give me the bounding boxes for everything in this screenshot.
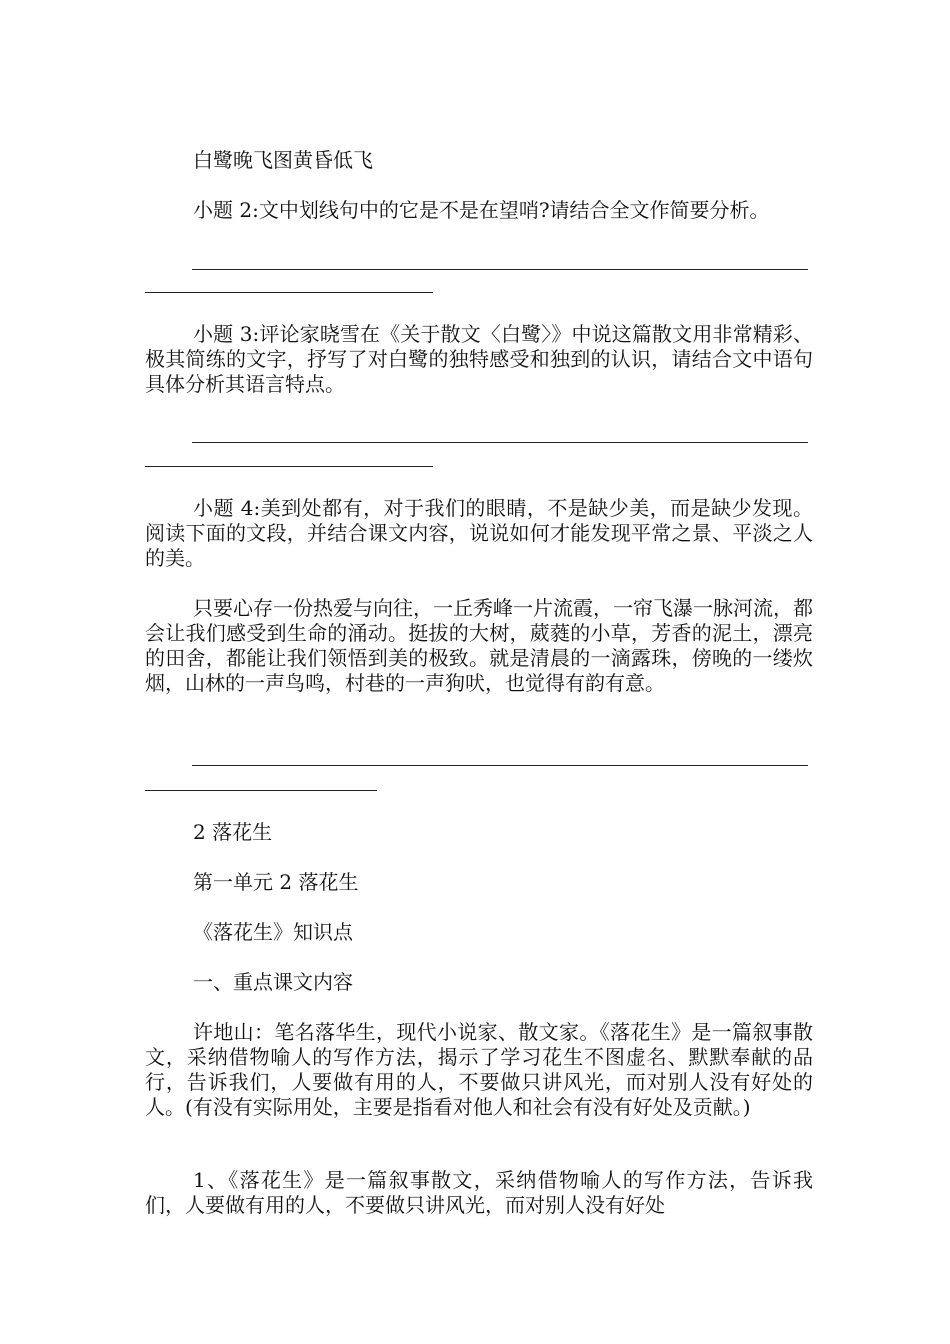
paragraph-section-heading: 一、重点课文内容 bbox=[193, 970, 353, 994]
paragraph-author-intro: 许地山：笔名落华生，现代小说家、散文家。《落花生》是一篇叙事散文，采纳借物喻人的写作方法，揭示了学习花生不图虚名、默默奉献的品行，告诉我们，人要做有用的人，不要做只讲风光，而对别人没有好处的人。(有没有实际用处，主要是指看对他人和社会有没有好处及贡献。) bbox=[145, 1020, 813, 1119]
paragraph-knowledge-heading: 《落花生》知识点 bbox=[193, 920, 353, 944]
paragraph-title-line: 白鹭晚飞图黄昏低飞 bbox=[193, 148, 373, 172]
paragraph-reading-passage: 只要心存一份热爱与向往，一丘秀峰一片流霞，一帘飞瀑一脉河流，都会让我们感受到生命的涌动。挺拔的大树，葳蕤的小草，芳香的泥土，漂亮的田舍，都能让我们领悟到美的极致。就是清晨的一滴露珠，傍晚的一缕炊烟，山林的一声鸟鸣，村巷的一声狗吠，也觉得有韵有意。 bbox=[145, 596, 813, 695]
paragraph-lesson-title: 2 落花生 bbox=[193, 820, 273, 844]
paragraph-unit-heading: 第一单元 2 落花生 bbox=[193, 870, 359, 894]
paragraph-question-4: 小题 4:美到处都有，对于我们的眼睛，不是缺少美，而是缺少发现。阅读下面的文段，并结合课文内容，说说如何才能发现平常之景、平淡之人的美。 bbox=[145, 496, 813, 570]
answer-line-q4-b bbox=[145, 790, 377, 791]
paragraph-point-1: 1、《落花生》是一篇叙事散文，采纳借物喻人的写作方法，告诉我们，人要做有用的人，不要做只讲风光，而对别人没有好处 bbox=[145, 1168, 813, 1217]
answer-line-q2-a bbox=[192, 269, 808, 270]
answer-line-q3-a bbox=[192, 442, 808, 443]
paragraph-question-3: 小题 3:评论家晓雪在《关于散文〈白鹭〉》中说这篇散文用非常精彩、极其简练的文字，抒写了对白鹭的独特感受和独到的认识，请结合文中语句具体分析其语言特点。 bbox=[145, 322, 813, 396]
paragraph-question-2: 小题 2:文中划线句中的它是不是在望哨?请结合全文作简要分析。 bbox=[193, 198, 770, 222]
answer-line-q2-b bbox=[145, 292, 433, 293]
answer-line-q4-a bbox=[192, 765, 808, 766]
answer-line-q3-b bbox=[145, 466, 433, 467]
